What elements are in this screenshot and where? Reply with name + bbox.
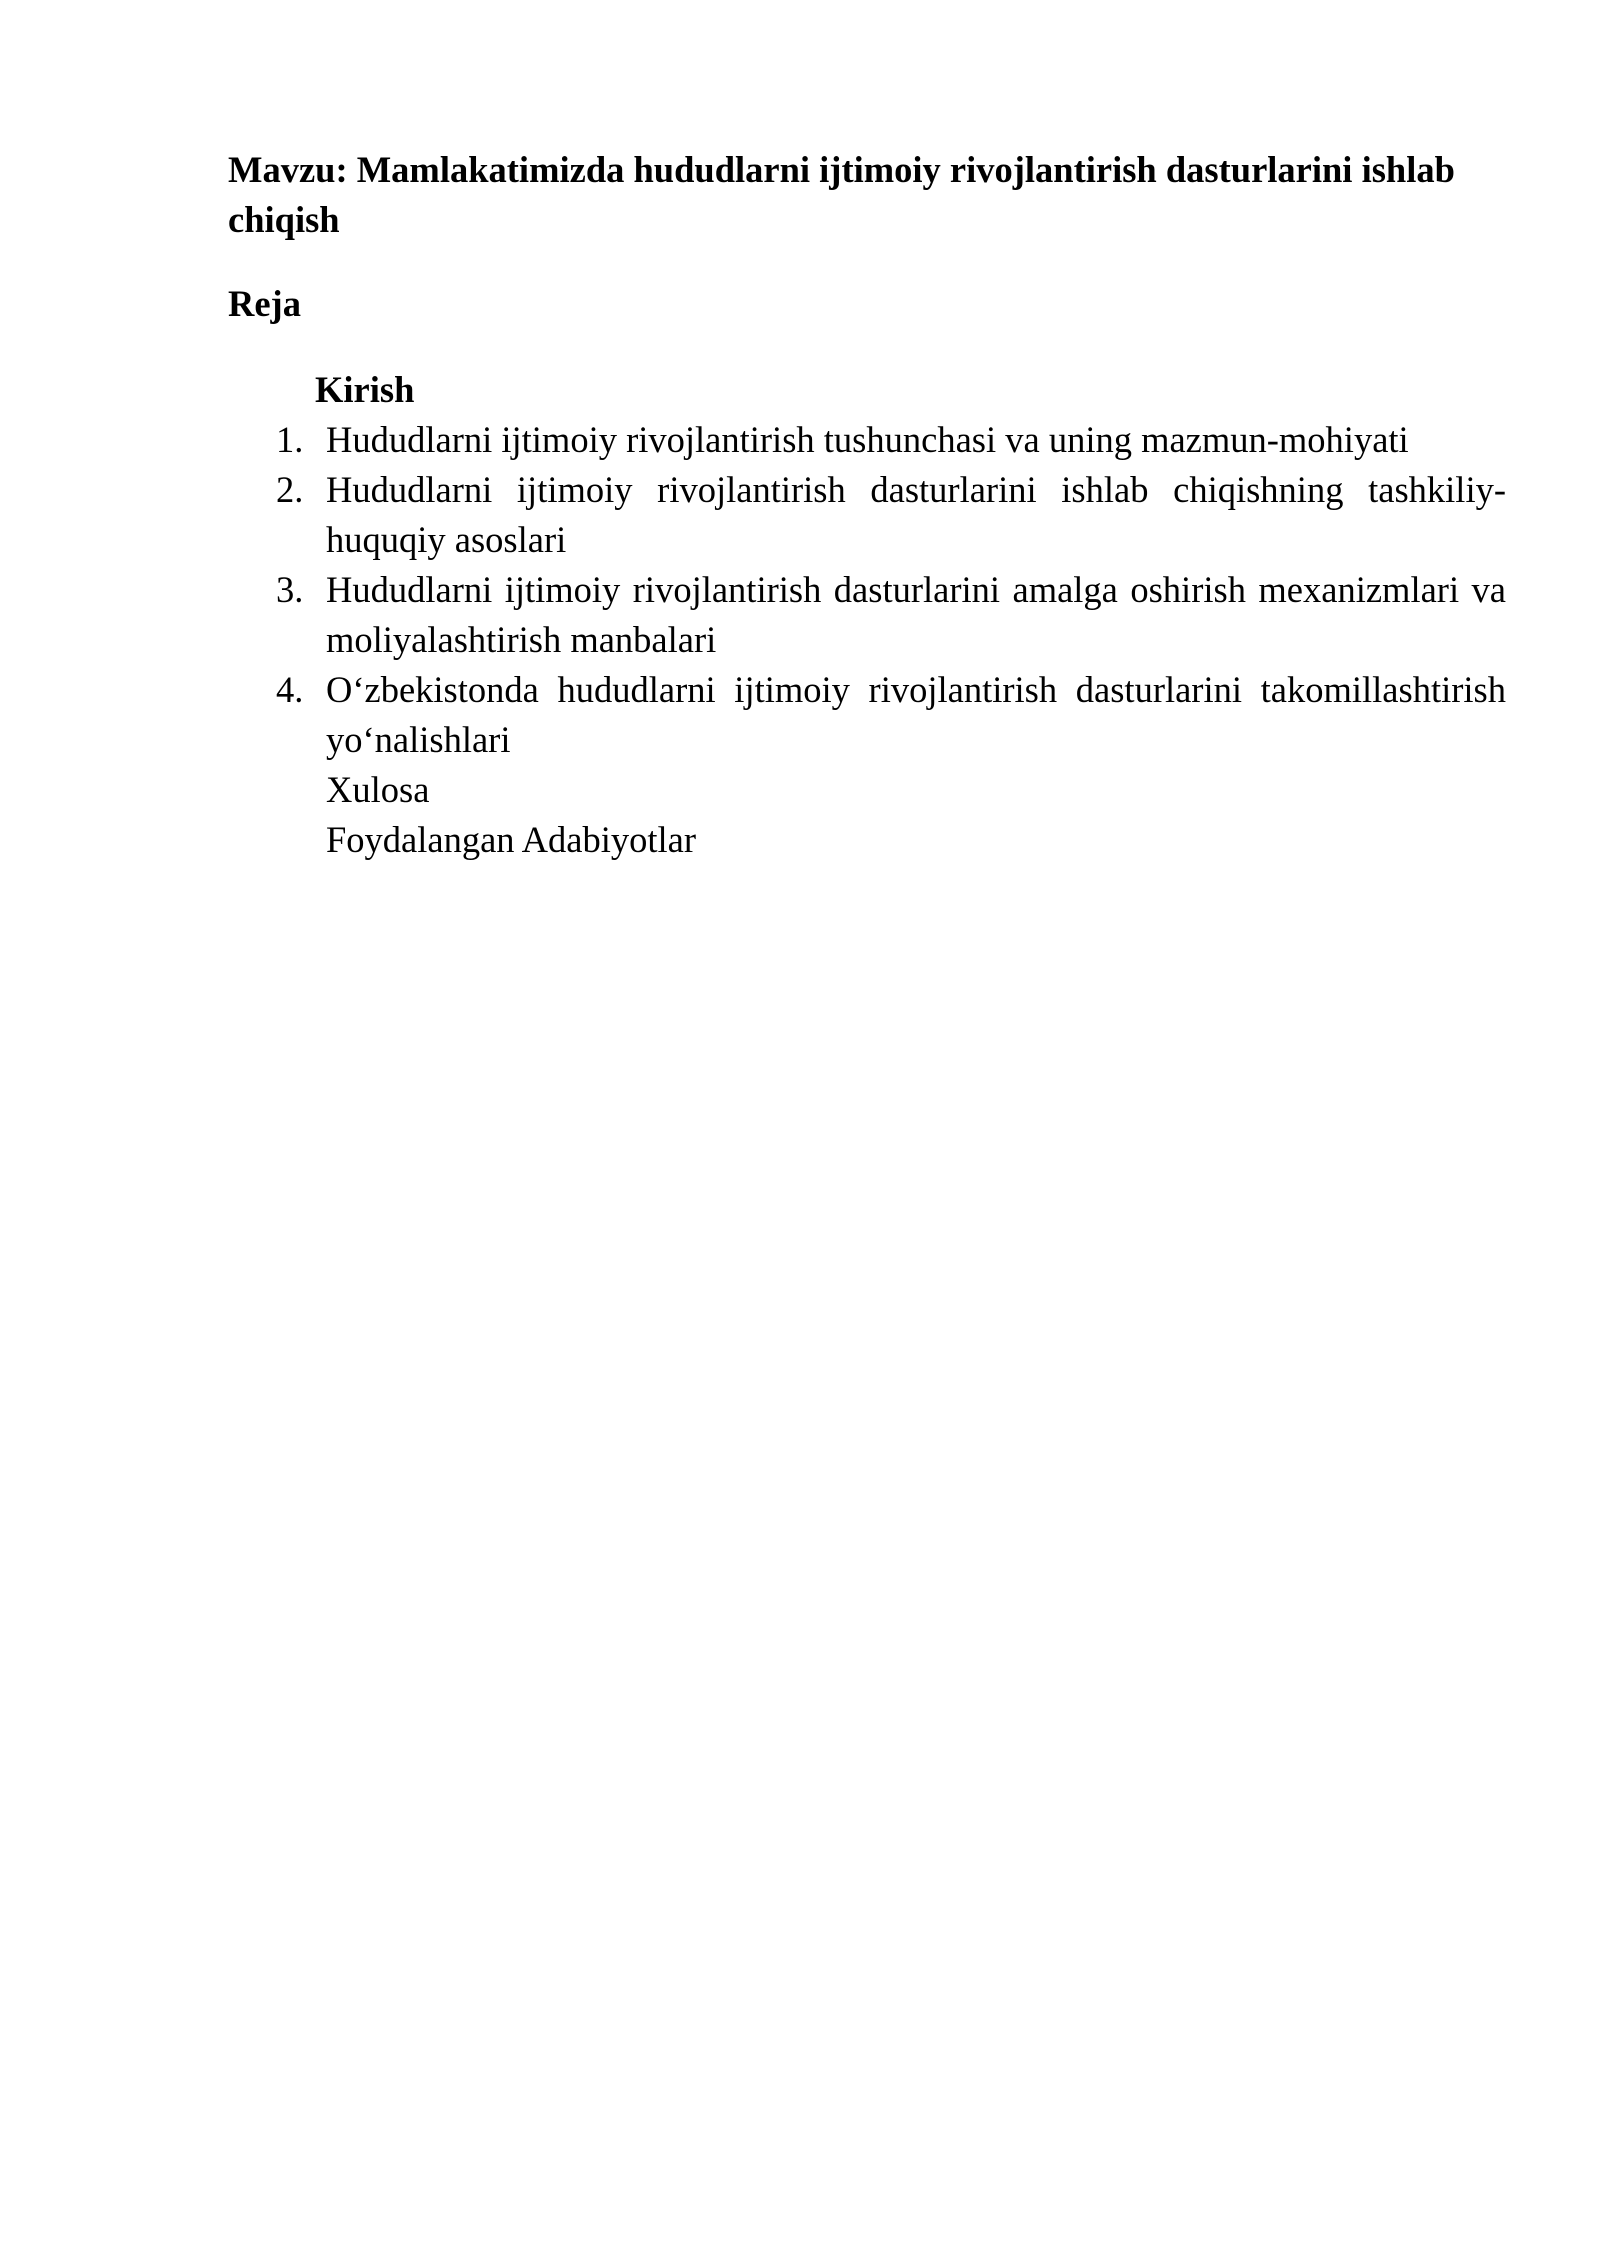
plan-item-text: Hududlarni ijtimoiy rivojlantirish tushunchasi va uning mazmun-mohiyati: [326, 419, 1409, 460]
document-title: Mavzu: Mamlakatimizda hududlarni ijtimoiy rivojlantirish dasturlarini ishlab chiqish: [228, 149, 1455, 240]
plan-item: [228, 415, 1506, 465]
plan-item: [228, 665, 1506, 765]
plan-item-text: Hududlarni ijtimoiy rivojlantirish dasturlarini amalga oshirish mexanizmlari va moliyalashtirish manbalari: [326, 569, 1506, 660]
plan-list: [228, 415, 1506, 765]
plan-heading: Reja: [228, 283, 301, 324]
plan-conclusion: Xulosa: [326, 769, 430, 810]
plan-item: [228, 565, 1506, 665]
document-content: [228, 145, 1506, 865]
plan-item-number: 2.: [276, 469, 304, 510]
plan-item-number: 3.: [276, 569, 304, 610]
plan-item-text: O‘zbekistonda hududlarni ijtimoiy rivojlantirish dasturlarini takomillashtirish yo‘nalishlari: [326, 669, 1506, 760]
plan-item-text: Hududlarni ijtimoiy rivojlantirish dasturlarini ishlab chiqishning tashkiliy-huquqiy asoslari: [326, 469, 1506, 560]
plan-item-number: 4.: [276, 669, 304, 710]
plan-intro: Kirish: [315, 369, 415, 410]
plan-item-number: 1.: [276, 419, 304, 460]
plan-references: Foydalangan Adabiyotlar: [326, 819, 696, 860]
plan-item: [228, 465, 1506, 565]
